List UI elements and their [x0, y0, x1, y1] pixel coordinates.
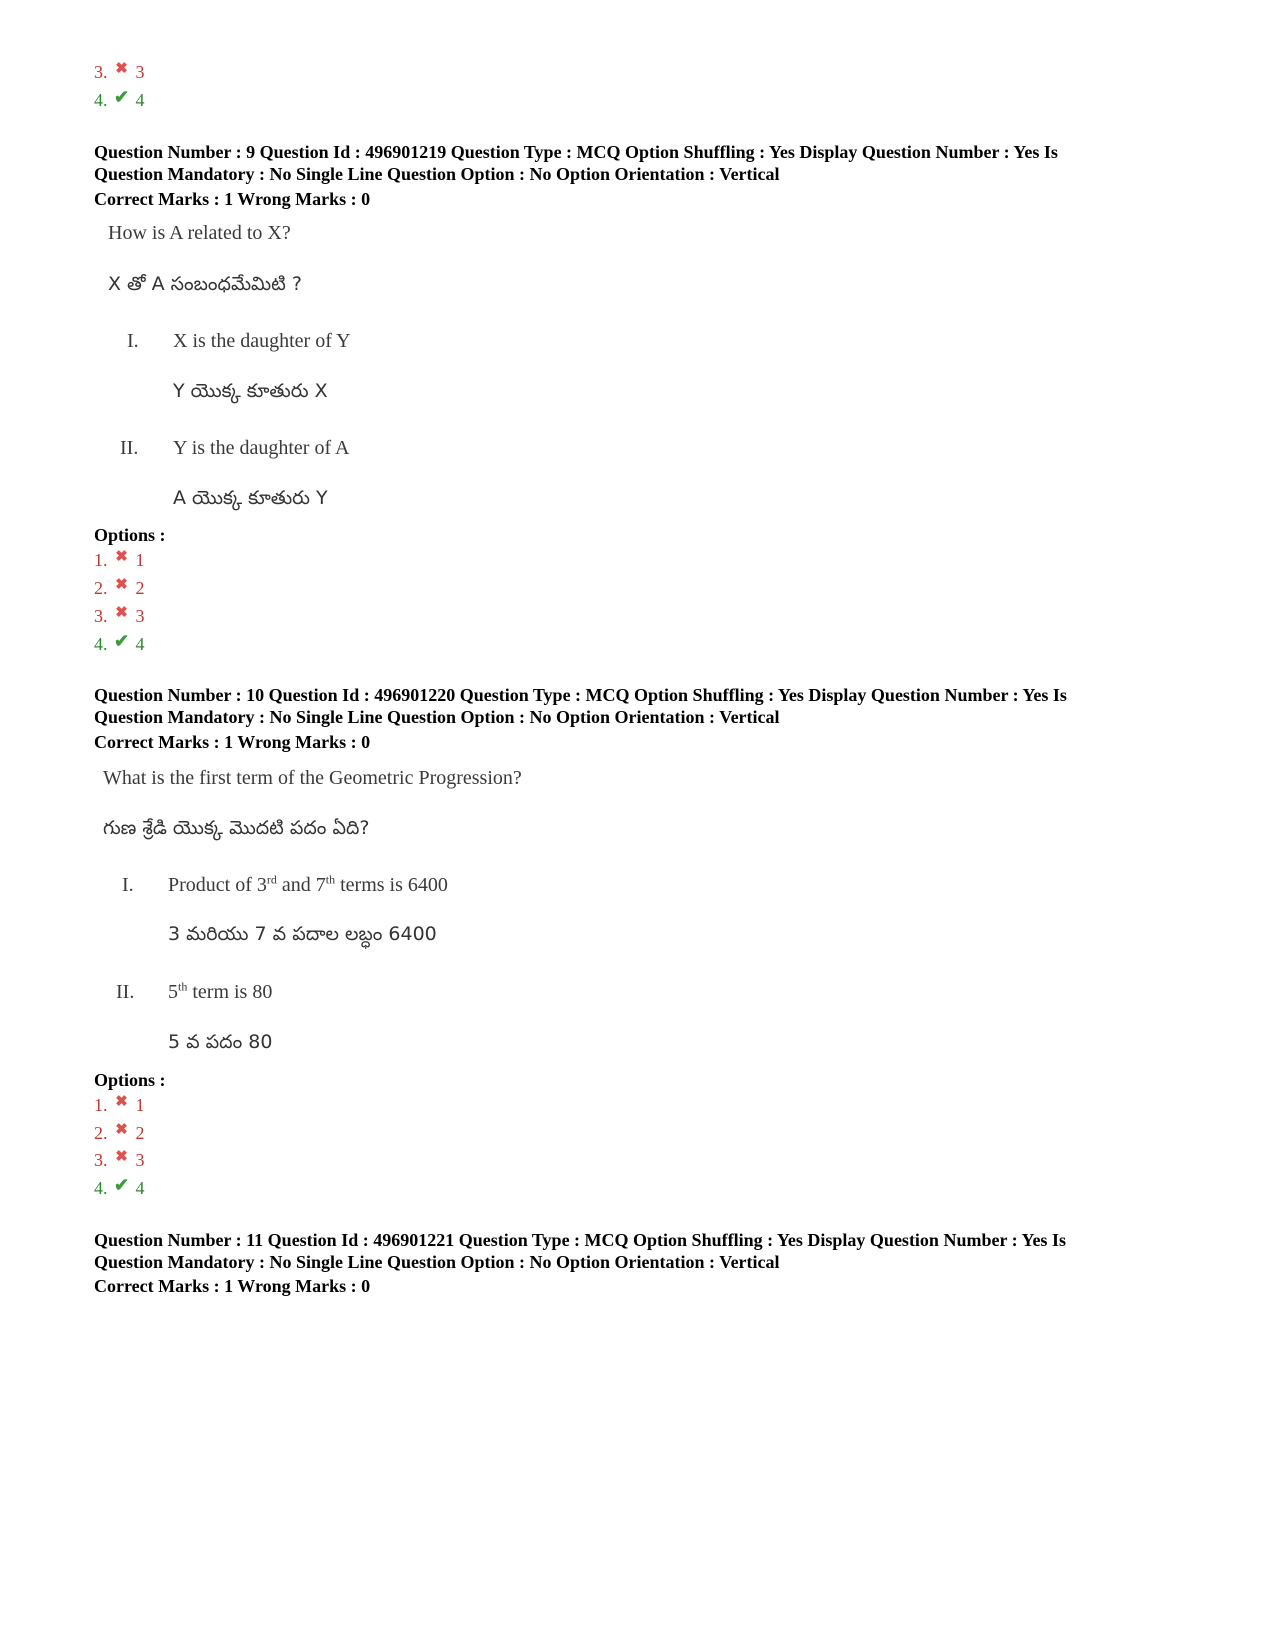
option-value: 4 [135, 1178, 145, 1198]
statement-numeral: II. [120, 437, 139, 459]
cross-icon: ✖ [115, 1122, 128, 1138]
check-icon: ✔ [113, 87, 130, 107]
statement-numeral: I. [127, 330, 139, 352]
option-number: 3. [94, 606, 108, 626]
option-number: 1. [94, 550, 108, 570]
question-text-te: గుణ శ్రేడి యొక్క మొదటి పదం ఏది? [103, 817, 370, 839]
option-item [94, 633, 145, 655]
question-meta [94, 142, 1194, 185]
question-meta-line: Question Number : 9 Question Id : 496901219 Question Type : MCQ Option Shuffling : Yes Display Question Number : Yes Is [94, 142, 1058, 162]
option-value: 2 [135, 578, 145, 598]
option-number: 3. [94, 1150, 108, 1170]
cross-icon: ✖ [115, 61, 128, 77]
option-value: 1 [135, 550, 145, 570]
marks-info: Correct Marks : 1 Wrong Marks : 0 [94, 189, 371, 209]
statement-text-part: term is 80 [187, 981, 273, 1003]
statement-text-part: terms is 6400 [335, 874, 448, 896]
question-meta [94, 685, 1194, 728]
option-number: 3. [94, 62, 108, 82]
question-meta-line: Question Number : 11 Question Id : 496901221 Question Type : MCQ Option Shuffling : Yes Display Question Number : Yes Is [94, 1230, 1066, 1250]
cross-icon: ✖ [115, 605, 128, 621]
option-value: 3 [135, 62, 145, 82]
option-number: 2. [94, 578, 108, 598]
statement-text-en: X is the daughter of Y [173, 330, 351, 352]
marks-info: Correct Marks : 1 Wrong Marks : 0 [94, 732, 371, 752]
question-text-en: How is A related to X? [108, 222, 291, 244]
option-number: 4. [94, 634, 108, 654]
statement-text-te: A యొక్క కూతురు Y [173, 487, 328, 509]
options-label: Options : [94, 1070, 166, 1090]
statement-text-en [168, 981, 272, 1004]
question-meta-line: Question Mandatory : No Single Line Question Option : No Option Orientation : Vertical [94, 706, 780, 727]
option-item [94, 549, 145, 571]
option-number: 1. [94, 1095, 108, 1115]
option-item [94, 1122, 145, 1144]
statement-text-part: and 7 [276, 874, 326, 896]
statement-text-en [168, 874, 448, 897]
question-text-en: What is the first term of the Geometric Progression? [103, 767, 522, 789]
cross-icon: ✖ [115, 577, 128, 593]
option-item [94, 1177, 145, 1199]
statement-text-part: Product of 3 [168, 874, 267, 896]
option-item [94, 1094, 145, 1116]
statement-superscript: th [178, 979, 188, 994]
statement-text-part: 5 [168, 981, 178, 1003]
statement-numeral: II. [116, 981, 135, 1003]
cross-icon: ✖ [115, 1149, 128, 1165]
statement-text-en: Y is the daughter of A [173, 437, 350, 459]
cross-icon: ✖ [115, 549, 128, 565]
option-value: 3 [135, 606, 145, 626]
question-meta-line: Question Mandatory : No Single Line Question Option : No Option Orientation : Vertical [94, 163, 780, 184]
option-value: 4 [135, 90, 145, 110]
check-icon: ✔ [113, 1175, 130, 1195]
option-value: 4 [135, 634, 145, 654]
question-text-te: X తో A సంబంధమేమిటి ? [108, 273, 302, 295]
statement-text-te: 3 మరియు 7 వ పదాల లబ్ధం 6400 [168, 923, 437, 945]
marks-info: Correct Marks : 1 Wrong Marks : 0 [94, 1276, 371, 1296]
option-value: 1 [135, 1095, 145, 1115]
option-item [94, 61, 145, 83]
options-label: Options : [94, 525, 166, 545]
option-value: 3 [135, 1150, 145, 1170]
statement-numeral: I. [122, 874, 134, 896]
question-meta-line: Question Mandatory : No Single Line Question Option : No Option Orientation : Vertical [94, 1251, 780, 1272]
option-item [94, 89, 145, 111]
question-meta-line: Question Number : 10 Question Id : 496901220 Question Type : MCQ Option Shuffling : Yes Display Question Number : Yes Is [94, 685, 1067, 705]
cross-icon: ✖ [115, 1094, 128, 1110]
option-number: 4. [94, 90, 108, 110]
statement-superscript: rd [266, 872, 277, 887]
question-meta [94, 1230, 1194, 1273]
option-number: 2. [94, 1123, 108, 1143]
option-number: 4. [94, 1178, 108, 1198]
check-icon: ✔ [113, 631, 130, 651]
option-value: 2 [135, 1123, 145, 1143]
statement-text-te: Y యొక్క కూతురు X [173, 380, 328, 402]
option-item [94, 605, 145, 627]
option-item [94, 1149, 145, 1171]
statement-text-te: 5 వ పదం 80 [168, 1031, 273, 1053]
option-item [94, 577, 145, 599]
statement-superscript: th [325, 872, 336, 887]
